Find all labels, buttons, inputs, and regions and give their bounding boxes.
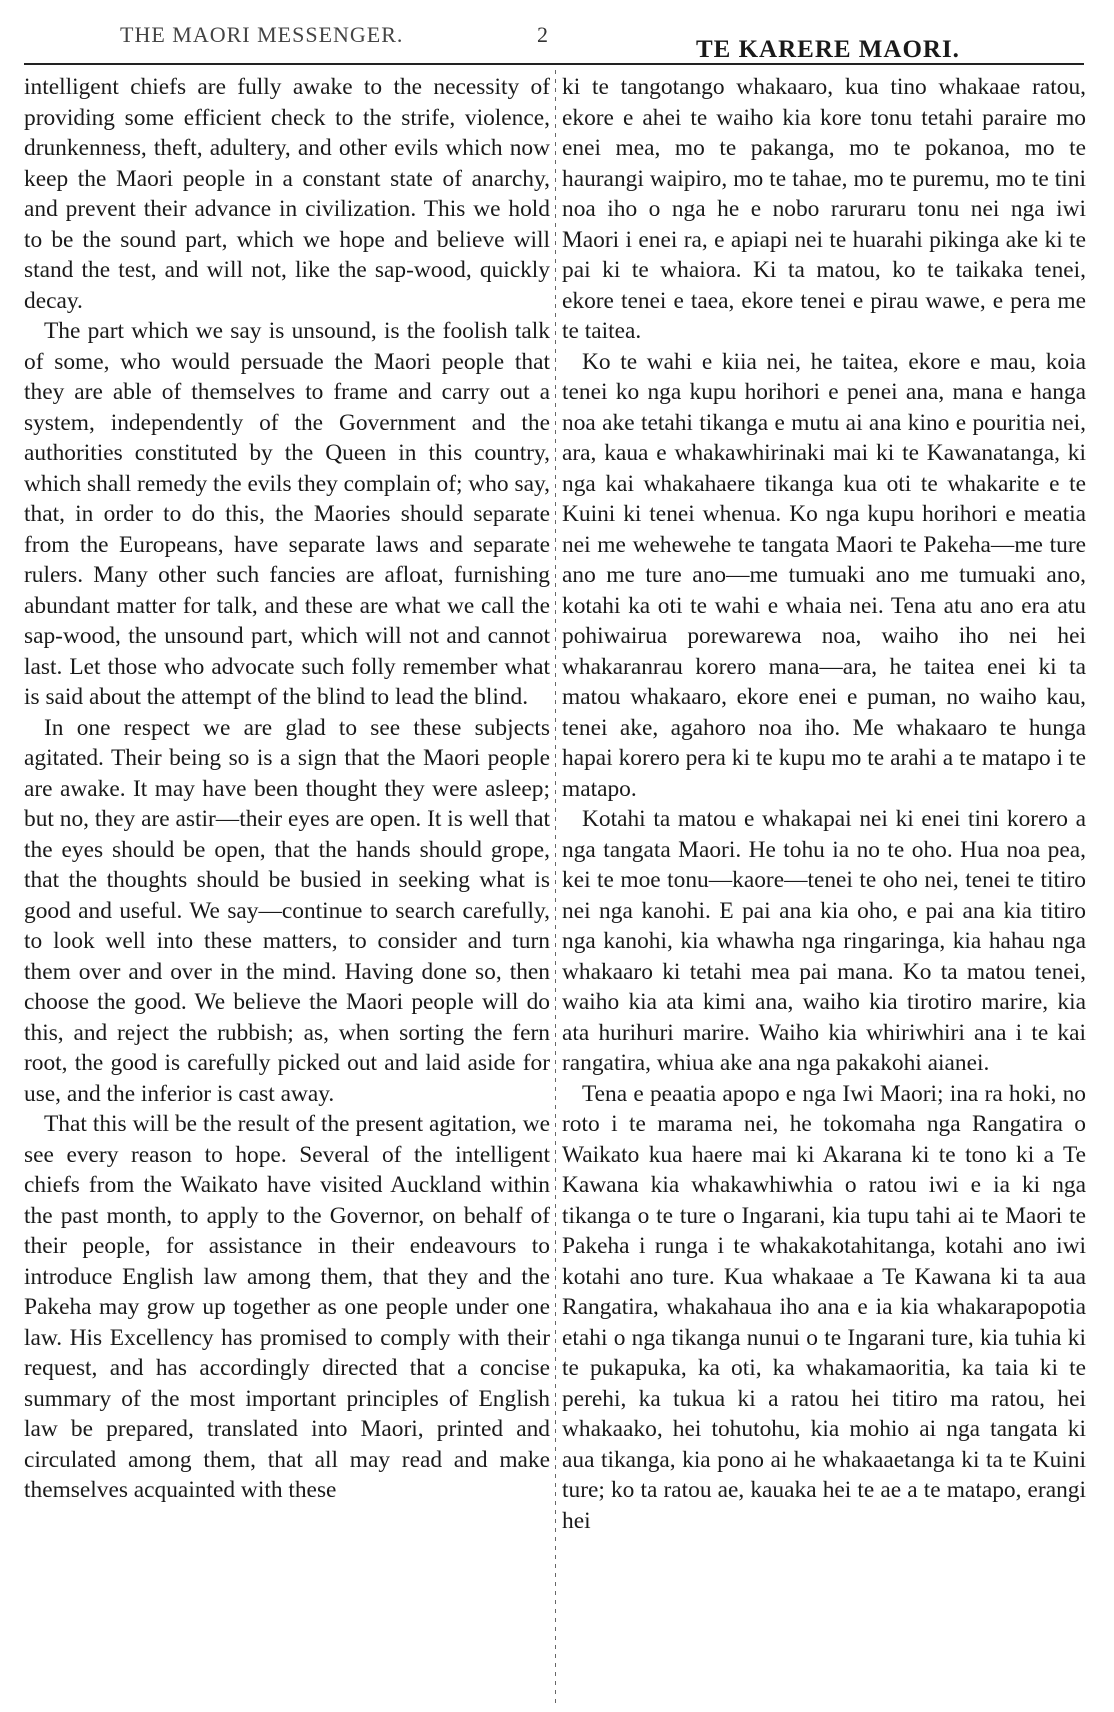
maori-masthead: TE KARERE MAORI.: [696, 36, 960, 63]
header-rule: [24, 63, 1084, 65]
english-column: [24, 72, 550, 1708]
page-number: 2: [537, 22, 548, 47]
maori-paragraph-3: Kotahi ta matou e whakapai nei ki enei tini korero a nga tangata Maori. He tohu ia no te oho. Hua noa pea, kei te moe tonu—kaore—tenei te oho nei, tenei te titiro nei nga kanohi. E pai ana kia oho, e pai ana kia titiro nga kanohi, kia whawha nga ringaringa, kia hahau nga whakaaro ki tetahi mea pai mana. Ko ta matou tenei, waiho kia ata kimi ana, waiho kia tirotiro marire, kia ata hurihuri marire. Waiho kia whiriwhiri ana i te kai rangatira, whiua ake ana nga pakakohi aianei.: [562, 806, 1086, 1076]
english-paragraph-1: intelligent chiefs are fully awake to the necessity of providing some efficient check to the strife, violence, drunkenness, theft, adultery, and other evils which now keep the Maori people in a constant state of anarchy, and prevent their advance in civilization. This we hold to be the sound part, which we hope and believe will stand the test, and will not, like the sap-wood, quickly decay.: [24, 74, 550, 314]
maori-paragraph-1: ki te tangotango whakaaro, kua tino whakaae ratou, ekore e ahei te waiho kia kore tonu tetahi paraire mo enei mea, mo te pakanga, mo te pokanoa, mo te haurangi waipiro, mo te tahae, mo te puremu, mo te tini noa iho o nga he e nobo raruraru tonu nei nga iwi Maori i enei ra, e apiapi nei te huarahi pikinga ake ki te pai ki te whaiora. Ki ta matou, ko te taikaka tenei, ekore tenei e taea, ekore tenei e pirau wawe, e pera me te taitea.: [562, 74, 1086, 344]
english-paragraph-4: That this will be the result of the present agitation, we see every reason to hope. Several of the intelligent chiefs from the Waikato have visited Auckland within the past month, to apply to the Governor, on behalf of their people, for assistance in their endeavours to introduce English law among them, that they and the Pakeha may grow up together as one people under one law. His Excellency has promised to comply with their request, and has accordingly directed that a concise summary of the most important principles of English law be prepared, translated into Maori, printed and circulated among them, that all may read and make themselves acquainted with these: [24, 1111, 550, 1503]
english-masthead: THE MAORI MESSENGER.: [120, 22, 404, 47]
column-divider: [555, 70, 556, 1706]
english-paragraph-3: In one respect we are glad to see these subjects agitated. Their being so is a sign that the Maori people are awake. It may have been thought they were asleep; but no, they are astir—their eyes are open. It is well that the eyes should be open, that the hands should grope, that the thoughts should be busied in seeking what is good and useful. We say—continue to search carefully, to look well into these matters, to consider and turn them over and over in the mind. Having done so, then choose the good. We believe the Maori people will do this, and reject the rubbish; as, when sorting the fern root, the good is carefully picked out and laid aside for use, and the inferior is cast away.: [24, 714, 550, 1107]
maori-paragraph-4: Tena e peaatia apopo e nga Iwi Maori; ina ra hoki, no roto i te marama nei, he tokomaha nga Rangatira o Waikato kua haere mai ki Akarana ki te tono ki a Te Kawana kia whakawhiwhia o ratou iwi e ia ki nga tikanga o te ture o Ingarani, kia tupu tahi ai te Maori te Pakeha i runga i te whakakotahitanga, kotahi ano iwi kotahi ano ture. Kua whakaae a Te Kawana ki ta aua Rangatira, whakahaua iho ana e ia kia whakarapopotia etahi o nga tikanga nunui o te Ingarani ture, kia tuhia ki te pukapuka, ka oti, ka whakamaoritia, ka taia ki te perehi, ka tukua ki a ratou hei titiro ma ratou, hei whakaako, hei tohutohu, kia mohio ai nga tangata ki aua tikanga, kia pono ai he whakaaetanga ki ta te Kuini ture; ko ta ratou ae, kauaka hei te ae a te matapo, erangi hei: [562, 1080, 1086, 1534]
maori-column: [562, 72, 1086, 1708]
maori-paragraph-2: Ko te wahi e kiia nei, he taitea, ekore e mau, koia tenei ko nga kupu horihori e penei ana, mana e hanga noa ake tetahi tikanga e mutu ai ana kino e pouritia nei, ara, kaua e whakawhirinaki mai ki te Kawanatanga, ki nga kai whakahaere tikanga kua oti te whakarite e te Kuini ki tenei whenua. Ko nga kupu horihori e meatia nei me wehewehe te tangata Maori te Pakeha—me ture ano me ture ano—me tumuaki ano me tumuaki ano, kotahi ka oti te wahi e whaia nei. Tena atu ano era atu pohiwairua porewarewa noa, waiho iho nei hei whakaranrau korero mana—ara, he taitea enei ki ta matou whakaaro, ekore enei e puman, no waiho kau, tenei ake, agahoro noa iho. Me whakaaro te hunga hapai korero pera ki te kupu mo te arahi a te matapo i te matapo.: [562, 348, 1086, 802]
page-header: [0, 0, 1114, 63]
english-paragraph-2: The part which we say is unsound, is the foolish talk of some, who would persuade the Maori people that they are able of themselves to frame and carry out a system, independently of the Government and the authorities constituted by the Queen in this country, which shall remedy the evils they complain of; who say, that, in order to do this, the Maories should separate from the Europeans, have separate laws and separate rulers. Many other such fancies are afloat, furnishing abundant matter for talk, and these are what we call the sap-wood, the unsound part, which will not and cannot last. Let those who advocate such folly remember what is said about the attempt of the blind to lead the blind.: [24, 318, 550, 710]
